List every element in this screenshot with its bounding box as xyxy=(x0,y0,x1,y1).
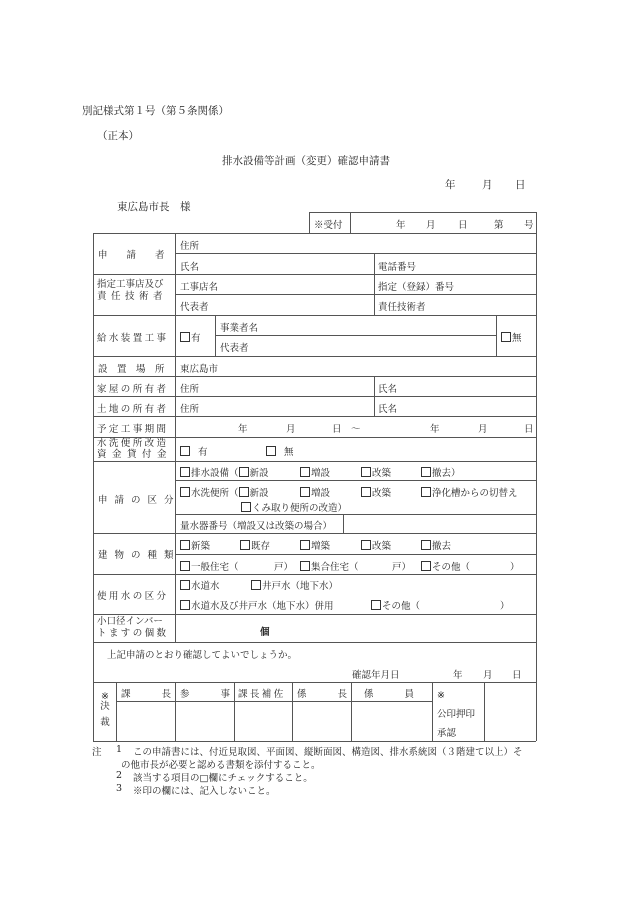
checkbox-icon xyxy=(251,580,261,590)
contractor-label-line2: 責任技術者 xyxy=(97,291,168,302)
applicant-label-text: 申 請 者 xyxy=(98,249,165,261)
checkbox-icon xyxy=(421,467,431,477)
checkbox-icon xyxy=(180,446,190,456)
both-water-label: 水道水及び井戸水（地下水）併用 xyxy=(191,601,334,612)
water-other-checkbox[interactable] xyxy=(371,598,420,612)
collective-house-unit: 戸） xyxy=(392,562,412,573)
period-start-month: 月 xyxy=(286,424,296,435)
general-house-label: 一般住宅（ xyxy=(191,562,239,573)
building-other-checkbox[interactable] xyxy=(421,559,470,573)
period-start-year: 年 xyxy=(238,424,248,435)
house-owner-label: 家屋の所有者 xyxy=(97,384,169,395)
confirm-date-year: 年 xyxy=(453,670,463,681)
building-existing-checkbox[interactable] xyxy=(240,538,270,552)
inverts-unit: 個 xyxy=(260,627,270,638)
well-water-checkbox[interactable] xyxy=(251,578,338,592)
collective-house-label: 集合住宅（ xyxy=(311,562,359,573)
approval-col-text: 係 xyxy=(297,689,307,700)
building-extend-checkbox[interactable] xyxy=(300,538,330,552)
page-title: 排水設備等計画（変更）確認申請書 xyxy=(222,155,390,167)
collective-house-checkbox[interactable] xyxy=(300,559,359,573)
approval-sai: 裁 xyxy=(100,717,110,728)
approval-col-text: 係 xyxy=(364,689,374,700)
location-value[interactable]: 東広島市 xyxy=(180,364,219,375)
approval-col-counselor xyxy=(180,686,230,700)
note-3-num: 3 xyxy=(116,783,123,794)
location-label-text: 設置場所 xyxy=(98,364,175,375)
land-owner-address[interactable]: 住所 xyxy=(180,404,200,415)
confirm-date-label: 確認年月日 xyxy=(352,670,400,681)
header-date-month: 月 xyxy=(482,179,493,191)
loan-yes-checkbox[interactable] xyxy=(180,444,208,458)
approval-mark: ※ xyxy=(101,691,109,702)
period-end-year: 年 xyxy=(430,424,440,435)
well-water-label: 井戸水（地下水） xyxy=(262,581,339,592)
inverts-label-line2: トますの個数 xyxy=(97,628,169,639)
approval-col-staff xyxy=(364,686,414,700)
checkbox-icon xyxy=(239,467,249,477)
applicant-address[interactable]: 住所 xyxy=(180,241,200,252)
applicant-label xyxy=(98,233,170,274)
checkbox-icon xyxy=(180,540,190,550)
toilet-add-label: 増設 xyxy=(311,488,331,499)
contractor-representative[interactable]: 代表者 xyxy=(180,302,209,313)
checkbox-icon xyxy=(300,487,310,497)
seal-line2: 承認 xyxy=(437,728,457,739)
contractor-shop-name[interactable]: 工事店名 xyxy=(180,282,219,293)
checkbox-icon xyxy=(300,561,310,571)
form-number: 別記様式第１号（第５条関係） xyxy=(82,105,229,117)
reception-no: 第 xyxy=(494,220,504,231)
period-start-day: 日 xyxy=(332,424,342,435)
checkbox-icon xyxy=(371,600,381,610)
checkbox-icon xyxy=(180,332,190,342)
checkbox-icon xyxy=(241,502,251,512)
checkbox-icon xyxy=(361,487,371,497)
water-supply-no-label: 無 xyxy=(512,333,522,344)
contractor-label xyxy=(97,279,167,303)
copy-type: （正本） xyxy=(97,130,139,142)
land-owner-name[interactable]: 氏名 xyxy=(378,404,398,415)
notes-prefix: 注 xyxy=(92,747,102,758)
drainage-remove-checkbox[interactable] xyxy=(421,465,461,479)
building-rebuild-checkbox[interactable] xyxy=(361,538,391,552)
building-other-label: その他（ xyxy=(432,562,471,573)
land-owner-label: 土地の所有者 xyxy=(97,404,169,415)
approval-col-text: 長 xyxy=(161,689,171,700)
meter-number-label: 量水器番号（増設又は改築の場合） xyxy=(180,521,333,532)
contractor-engineer[interactable]: 責任技術者 xyxy=(378,302,426,313)
applicant-phone[interactable]: 電話番号 xyxy=(378,262,417,273)
drainage-new-label: 新設 xyxy=(249,468,269,479)
drainage-rebuild-label: 改築 xyxy=(372,468,392,479)
reception-go: 号 xyxy=(524,220,534,231)
reception-month: 月 xyxy=(426,220,436,231)
general-house-checkbox[interactable] xyxy=(180,559,239,573)
checkbox-icon xyxy=(501,332,511,342)
approval-col-text: 員 xyxy=(404,689,414,700)
building-new-checkbox[interactable] xyxy=(180,538,210,552)
loan-label-line1: 水洗便所改造 xyxy=(97,438,169,449)
inverts-label xyxy=(97,616,168,640)
loan-no-checkbox[interactable] xyxy=(266,444,294,458)
toilet-pit-checkbox[interactable] xyxy=(241,500,347,514)
approval-col-chief xyxy=(297,686,347,700)
addressee: 東広島市長 様 xyxy=(117,201,191,213)
approval-ketsu: 決 xyxy=(100,701,110,712)
period-tilde: ～ xyxy=(351,424,361,435)
water-supply-yes-label: 有 xyxy=(191,333,201,344)
seal-line1: 公印押印 xyxy=(437,709,476,720)
loan-label xyxy=(97,438,172,460)
toilet-pit-label: くみ取り便所の改造） xyxy=(252,503,348,514)
water-supply-label: 給水装置工事 xyxy=(97,333,169,344)
confirm-date-month: 月 xyxy=(483,670,493,681)
checkbox-icon xyxy=(239,487,249,497)
building-other-close: ） xyxy=(510,562,520,573)
building-remove-checkbox[interactable] xyxy=(421,538,451,552)
note-1-text: この申請書には、付近見取図、平面図、縦断面図、構造図、排水系統図（３階建て以上）そ xyxy=(133,747,523,758)
toilet-label: 水洗便所（ xyxy=(191,488,239,499)
reception-day: 日 xyxy=(458,220,468,231)
note-2-num: 2 xyxy=(116,770,123,781)
meter-number-input[interactable] xyxy=(344,515,535,533)
seal-mark: ※ xyxy=(437,690,445,701)
approval-col-text: 課長補佐 xyxy=(238,689,286,700)
drainage-checkbox[interactable] xyxy=(180,465,269,479)
toilet-checkbox[interactable] xyxy=(180,485,269,499)
approval-col-text: 長 xyxy=(337,689,347,700)
note-2-text: 該当する項目の□欄にチェックすること。 xyxy=(133,773,313,784)
contractor-label-line1: 指定工事店及び xyxy=(97,279,164,290)
checkbox-icon xyxy=(300,467,310,477)
checkbox-icon xyxy=(180,561,190,571)
water-supply-no-checkbox[interactable] xyxy=(501,330,522,344)
contractor-reg-number[interactable]: 指定（登録）番号 xyxy=(378,282,455,293)
toilet-septic-label: 浄化槽からの切替え xyxy=(432,488,518,499)
checkbox-icon xyxy=(361,467,371,477)
checkbox-icon xyxy=(421,487,431,497)
checkbox-icon xyxy=(180,600,190,610)
approval-col-text: 事 xyxy=(220,689,230,700)
reception-year: 年 xyxy=(396,220,406,231)
note-1-cont: の他市長が必要と認める書類を添付すること。 xyxy=(121,760,321,771)
toilet-rebuild-label: 改築 xyxy=(372,488,392,499)
water-other-label: その他（ xyxy=(382,601,421,612)
house-owner-name[interactable]: 氏名 xyxy=(378,384,398,395)
note-3-text: ※印の欄には、記入しないこと。 xyxy=(133,786,276,797)
toilet-septic-checkbox[interactable] xyxy=(421,485,518,499)
period-label: 予定工事期間 xyxy=(97,424,169,435)
water-other-close: ） xyxy=(500,601,510,612)
drainage-remove-label: 撤去） xyxy=(432,468,461,479)
inverts-label-line1: 小口径インバー xyxy=(97,616,163,627)
checkbox-icon xyxy=(240,540,250,550)
header-date-day: 日 xyxy=(515,179,526,191)
toilet-add-checkbox[interactable] xyxy=(300,485,330,499)
loan-no-label: 無 xyxy=(284,447,294,458)
category-label: 申請の区分 xyxy=(98,495,181,506)
checkbox-icon xyxy=(300,540,310,550)
drainage-label: 排水設備（ xyxy=(191,468,239,479)
water-supply-yes-checkbox[interactable] xyxy=(180,330,201,344)
header-date-year: 年 xyxy=(445,179,456,191)
tap-water-label: 水道水 xyxy=(191,581,220,592)
building-remove-label: 撤去 xyxy=(432,541,452,552)
approval-col-section-chief xyxy=(121,686,171,700)
location-label xyxy=(98,361,175,375)
water-use-label: 使用水の区分 xyxy=(97,591,169,602)
confirm-question: 上記申請のとおり確認してよいでしょうか。 xyxy=(107,650,298,661)
applicant-name[interactable]: 氏名 xyxy=(180,262,200,273)
building-extend-label: 増築 xyxy=(311,541,331,552)
toilet-rebuild-checkbox[interactable] xyxy=(361,485,391,499)
approval-col-text: 課 xyxy=(121,689,131,700)
approval-col-assistant xyxy=(238,686,286,700)
house-owner-address[interactable]: 住所 xyxy=(180,384,200,395)
checkbox-icon xyxy=(180,487,190,497)
general-house-unit: 戸） xyxy=(274,562,294,573)
reception-label: ※受付 xyxy=(314,220,343,231)
drainage-rebuild-checkbox[interactable] xyxy=(361,465,391,479)
building-rebuild-label: 改築 xyxy=(372,541,392,552)
toilet-new-label: 新設 xyxy=(249,488,269,499)
checkbox-icon xyxy=(266,446,276,456)
loan-yes-label: 有 xyxy=(198,447,208,458)
loan-label-line2: 資金貸付金 xyxy=(97,449,173,460)
period-end-day: 日 xyxy=(524,424,534,435)
building-existing-label: 既存 xyxy=(251,541,271,552)
water-supply-business-name[interactable]: 事業者名 xyxy=(220,323,259,334)
checkbox-icon xyxy=(180,467,190,477)
confirm-date-day: 日 xyxy=(512,670,522,681)
seal-approval xyxy=(437,686,475,743)
checkbox-icon xyxy=(421,540,431,550)
drainage-add-label: 増設 xyxy=(311,468,331,479)
drainage-add-checkbox[interactable] xyxy=(300,465,330,479)
both-water-checkbox[interactable] xyxy=(180,598,334,612)
checkbox-icon xyxy=(180,580,190,590)
building-new-label: 新築 xyxy=(191,541,211,552)
checkbox-icon xyxy=(361,540,371,550)
tap-water-checkbox[interactable] xyxy=(180,578,220,592)
approval-side-label xyxy=(98,689,112,731)
building-label: 建物の種類 xyxy=(98,550,181,561)
water-supply-representative[interactable]: 代表者 xyxy=(220,343,249,354)
period-end-month: 月 xyxy=(478,424,488,435)
checkbox-icon xyxy=(421,561,431,571)
note-1-num: 1 xyxy=(116,744,123,755)
approval-col-text: 参 xyxy=(180,689,190,700)
